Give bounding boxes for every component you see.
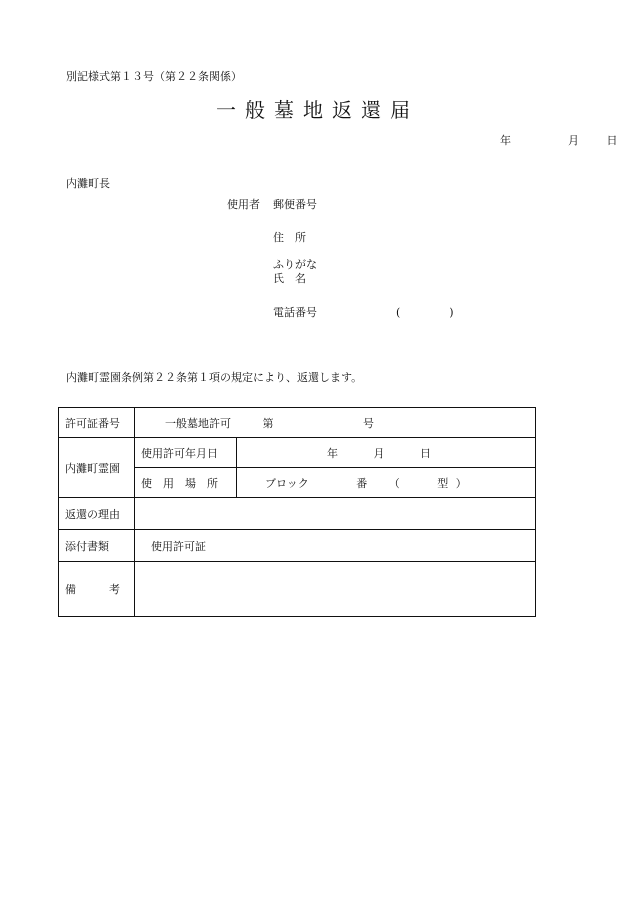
date-month: 月 xyxy=(568,134,579,147)
attachments-row xyxy=(59,530,536,562)
attachments-value[interactable] xyxy=(135,530,536,562)
reason-label: 返還の理由 xyxy=(59,498,135,530)
applicant-label: 使用者 xyxy=(227,198,260,211)
use-date-value[interactable] xyxy=(237,438,536,468)
remarks-label: 備 考 xyxy=(59,562,135,617)
use-date-label: 使用許可年月日 xyxy=(135,438,237,468)
addressee: 内灘町長 xyxy=(66,177,110,190)
type-label: 型 xyxy=(437,476,449,490)
furigana-label: ふりがな xyxy=(273,258,317,271)
remarks-value[interactable] xyxy=(135,562,536,617)
permit-number-value[interactable] xyxy=(135,408,536,438)
date-year: 年 xyxy=(500,134,511,147)
phone-label: 電話番号 xyxy=(273,306,317,319)
use-date-year: 年 xyxy=(327,446,338,460)
reason-value[interactable] xyxy=(135,498,536,530)
attachments-text: 使用許可証 xyxy=(151,539,206,553)
block-label: ブロック xyxy=(265,476,309,490)
type-open: （ xyxy=(388,476,400,490)
address-label: 住 所 xyxy=(273,231,306,244)
location-value[interactable] xyxy=(237,468,536,498)
permit-number-row xyxy=(59,408,536,438)
postal-code-label: 郵便番号 xyxy=(273,198,317,211)
name-label: 氏 名 xyxy=(273,272,306,285)
type-close: ） xyxy=(455,476,467,490)
phone-parentheses: ( ) xyxy=(396,306,455,319)
ban-label: 番 xyxy=(356,476,368,490)
attachments-label: 添付書類 xyxy=(59,530,135,562)
permit-number-label: 許可証番号 xyxy=(59,408,135,438)
permit-type: 一般墓地許可 xyxy=(165,416,231,430)
use-date-row xyxy=(59,438,536,468)
permit-dai: 第 xyxy=(262,416,274,430)
date-day: 日 xyxy=(606,134,618,147)
remarks-row xyxy=(59,562,536,617)
form-number-label: 別記様式第１３号（第２２条関係） xyxy=(66,70,242,83)
use-date-month: 月 xyxy=(373,446,385,460)
submission-date xyxy=(500,132,618,148)
location-label: 使 用 場 所 xyxy=(135,468,237,498)
reason-row xyxy=(59,498,536,530)
return-form-table xyxy=(58,407,536,617)
page-title: 一般墓地返還届 xyxy=(216,98,419,122)
statement-text: 内灘町霊園条例第２２条第１項の規定により、返還します。 xyxy=(66,371,363,384)
use-date-day: 日 xyxy=(420,446,431,460)
permit-go: 号 xyxy=(363,416,374,430)
cemetery-label: 内灘町霊園 xyxy=(59,438,135,498)
